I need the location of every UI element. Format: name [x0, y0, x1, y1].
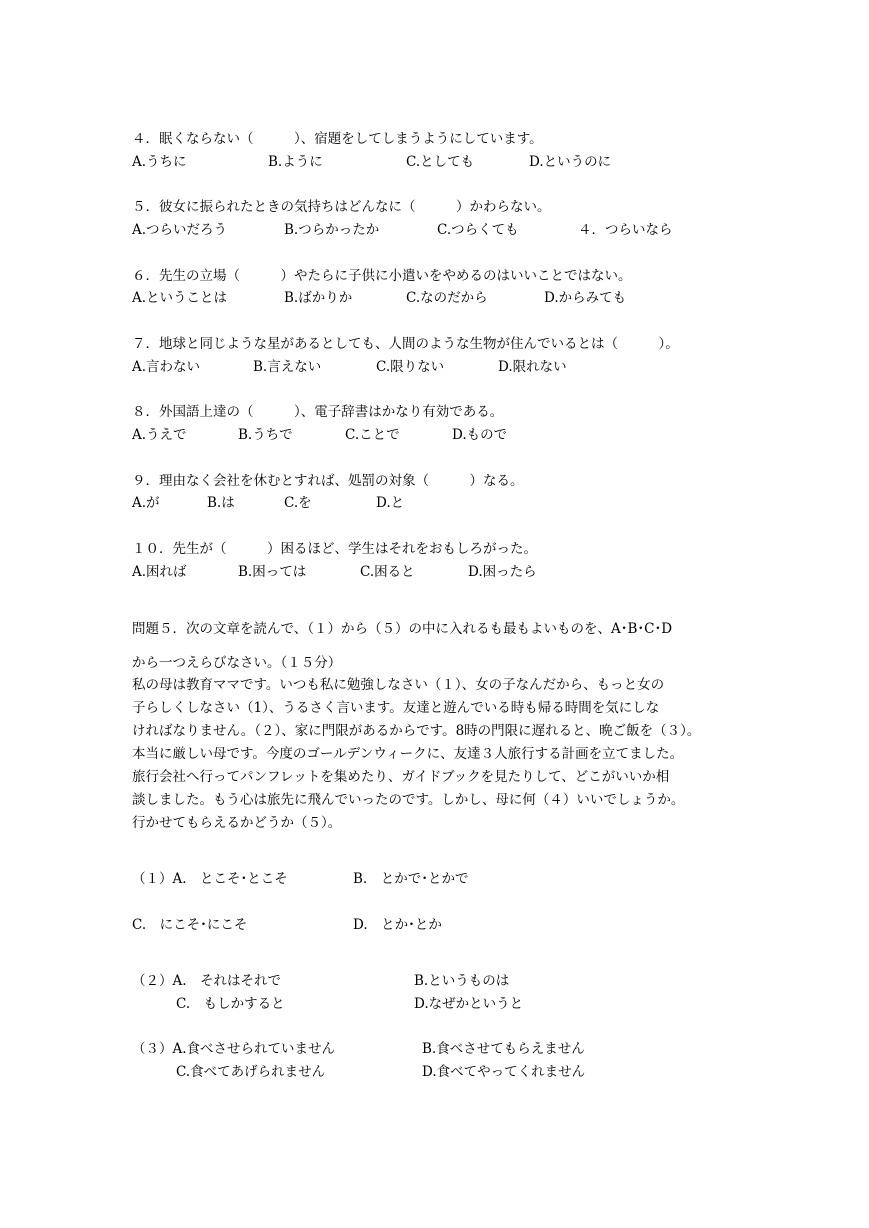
question-4-option-b: B.ように: [268, 154, 323, 170]
question-4-option-d: D.というのに: [529, 154, 612, 170]
question-5-stem: ５．彼女に振られたときの気持ちはどんなに（ ）かわらない。: [132, 199, 551, 215]
passage-line: 談しました。もう心は旅先に飛んでいったのです。しかし、母に何（４）いいでしょうか。: [132, 792, 685, 808]
passage-line: 本当に厳しい母です。今度のゴールデンウィークに、友達３人旅行する計画を立てました。: [132, 746, 684, 762]
section-5-title-line1: 問題５．次の文章を読んで、（１）から（５）の中に入れるも最もよいものを、A･B･C･D: [132, 621, 673, 637]
question-7-option-b: B.言えない: [253, 359, 322, 375]
question-10-stem: １０．先生が（ ）困るほど、学生はそれをおもしろがった。: [132, 541, 537, 557]
question-10-option-c: C.困ると: [360, 564, 415, 580]
blank-2-option-c: C. もしかすると: [176, 996, 285, 1012]
question-8-stem: ８．外国語上達の（ ）、電子辞書はかなり有効である。: [132, 404, 504, 420]
question-4-stem: ４．眠くならない（ ）、宿題をしてしまうようにしています。: [132, 131, 543, 147]
blank-3-option-b: B.食べさせてもらえません: [422, 1041, 585, 1057]
question-9-option-b: B.は: [207, 495, 235, 511]
passage-line: ければなりません。（２）、家に門限があるからです。8時の門限に遅れると、晩ご飯を（３）。: [132, 723, 701, 739]
blank-1-option-d: D. とか･とか: [353, 917, 442, 933]
blank-3-option-d: D.食べてやってくれません: [422, 1064, 586, 1080]
question-6-stem: ６．先生の立場（ ）やたらに子供に小遣いをやめるのはいいことではない。: [132, 268, 632, 284]
question-4-option-a: A.うちに: [132, 154, 187, 170]
blank-2-option-b: B.というものは: [414, 973, 510, 989]
question-8-option-a: A.うえで: [132, 427, 187, 443]
blank-2-option-a: （２）A. それはそれで: [132, 973, 282, 989]
question-7-option-a: A.言わない: [132, 359, 201, 375]
question-5-option-c: C.つらくても: [437, 222, 519, 238]
reading-passage: [132, 674, 744, 835]
blank-3-option-c: C.食べてあげられません: [176, 1064, 326, 1080]
section-5-title-line2: から一つえらびなさい。（１５分）: [132, 655, 342, 671]
question-9-option-d: D.と: [376, 495, 405, 511]
question-7-option-d: D.限れない: [498, 359, 567, 375]
question-5-option-d: ４．つらいなら: [578, 222, 673, 238]
question-10-option-d: D.困ったら: [468, 564, 537, 580]
question-9-option-a: A.が: [132, 495, 160, 511]
blank-1-option-b: B. とかで･とかで: [353, 871, 469, 887]
blank-3-option-a: （３）A.食べさせられていません: [132, 1041, 336, 1057]
question-10-option-b: B.困っては: [238, 564, 307, 580]
question-7-option-c: C.限りない: [376, 359, 445, 375]
question-10-option-a: A.困れば: [132, 564, 187, 580]
question-8-option-c: C.ことで: [345, 427, 400, 443]
blank-1-option-c: C. にこそ･にこそ: [132, 917, 248, 933]
question-8-option-b: B.うちで: [238, 427, 293, 443]
passage-line: 私の母は教育ママです。いつも私に勉強しなさい（１）、女の子なんだから、もっと女の: [132, 677, 665, 693]
blank-2-option-d: D.なぜかというと: [414, 996, 524, 1012]
passage-line: 子らしくしなさい（1）、うるさく言います。友達と遊んでいる時も帰る時間を気にしな: [132, 700, 660, 716]
question-5-option-b: B.つらかったか: [284, 222, 380, 238]
question-6-option-c: C.なのだから: [406, 290, 488, 306]
blank-1-option-a: （１）A. とこそ･とこそ: [132, 871, 288, 887]
question-9-option-c: C.を: [284, 495, 312, 511]
passage-line: 行かせてもらえるかどうか（５）。: [132, 815, 342, 831]
passage-line: 旅行会社へ行ってパンフレットを集めたり、ガイドブックを見たりして、どこがいいか相: [132, 769, 670, 785]
question-6-option-a: A.ということは: [132, 290, 228, 306]
question-6-option-d: D.からみても: [544, 290, 627, 306]
question-7-stem: ７．地球と同じような星があるとしても、人間のような生物が住んでいるとは（ ）。: [132, 336, 679, 352]
question-4-option-c: C.としても: [406, 154, 475, 170]
question-8-option-d: D.もので: [452, 427, 508, 443]
question-5-option-a: A.つらいだろう: [132, 222, 228, 238]
question-9-stem: ９．理由なく会社を休むとすれば、処罰の対象（ ）なる。: [132, 473, 524, 489]
question-6-option-b: B.ばかりか: [284, 290, 353, 306]
